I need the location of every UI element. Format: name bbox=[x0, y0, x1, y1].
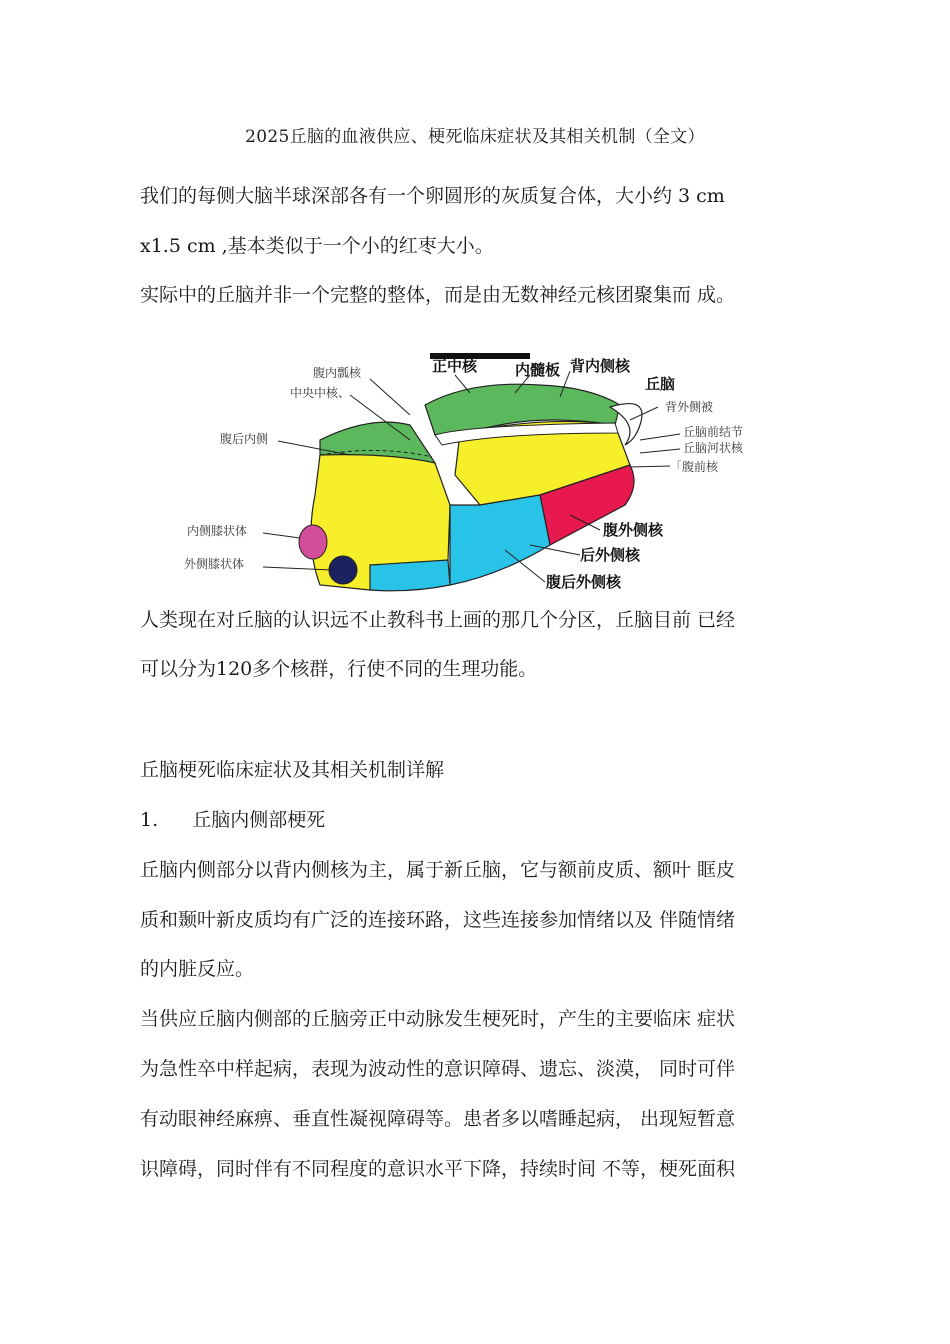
label-lateral-posterior: 后外侧核 bbox=[580, 546, 641, 564]
label-medial-geniculate: 内侧膝状体 bbox=[187, 524, 248, 538]
label-reticular: 丘脑河状核 bbox=[683, 441, 744, 455]
body-line: 的内脏反应。 bbox=[140, 958, 255, 980]
subsection-number: 1. bbox=[140, 809, 159, 831]
label-midline: 正中核 bbox=[432, 357, 478, 375]
subsection-heading bbox=[140, 808, 325, 832]
paragraph-line: 实际中的丘脑并非一个完整的整体，而是由无数神经元核团聚集而 成。 bbox=[140, 284, 736, 306]
lateral-geniculate-body bbox=[329, 556, 357, 584]
label-internal-lamina: 内髓板 bbox=[515, 361, 561, 379]
label-ventral-anterior: 腹内瓢核 bbox=[313, 366, 362, 380]
body-line: 质和颞叶新皮质均有广泛的连接环路，这些连接参加情绪以及 伴随情绪 bbox=[140, 909, 736, 931]
label-mediodorsal: 背内侧核 bbox=[570, 357, 631, 375]
region-cyan-right bbox=[450, 495, 550, 585]
thalamus-diagram bbox=[170, 345, 790, 605]
medial-geniculate-body bbox=[299, 525, 327, 559]
body-line: 丘脑内侧部分以背内侧核为主，属于新丘脑，它与额前皮质、额叶 眶皮 bbox=[140, 859, 736, 881]
paragraph-line: x1.5 cm ,基本类似于一个小的红枣大小。 bbox=[140, 235, 494, 257]
label-dorsal-lateral: 背外侧被 bbox=[665, 400, 714, 414]
body-line: 为急性卒中样起病，表现为波动性的意识障碍、遗忘、淡漠， 同时可伴 bbox=[140, 1058, 736, 1080]
label-anterior-tubercle: 丘脑前结节 bbox=[683, 425, 744, 439]
label-central-median: 中央中核、 bbox=[290, 386, 351, 400]
label-ventral-anterior-right: 「腹前核 bbox=[670, 460, 719, 474]
label-ventral-posterior-lateral: 腹后外侧核 bbox=[546, 573, 622, 591]
paragraph-line: 可以分为120多个核群，行使不同的生理功能。 bbox=[140, 658, 538, 680]
body-line: 有动眼神经麻痹、垂直性凝视障碍等。患者多以嗜睡起病， 出现短暂意 bbox=[140, 1108, 736, 1130]
document-title: 2025丘脑的血液供应、梗死临床症状及其相关机制（全文） bbox=[245, 127, 705, 147]
paragraph-line: 我们的每侧大脑半球深部各有一个卵圆形的灰质复合体，大小约 3 cm bbox=[140, 185, 725, 207]
body-line: 当供应丘脑内侧部的丘脑旁正中动脉发生梗死时，产生的主要临床 症状 bbox=[140, 1008, 736, 1030]
label-ventral-posterior-medial: 腹后内侧 bbox=[220, 432, 269, 446]
subsection-title: 丘脑内侧部梗死 bbox=[192, 809, 326, 831]
label-ventral-lateral: 腹外侧核 bbox=[603, 521, 664, 539]
section-heading: 丘脑梗死临床症状及其相关机制详解 bbox=[140, 759, 445, 781]
body-line: 识障碍，同时伴有不同程度的意识水平下降，持续时间 不等，梗死面积 bbox=[140, 1158, 736, 1180]
label-thalamus: 丘脑 bbox=[645, 375, 676, 393]
paragraph-line: 人类现在对丘脑的认识远不止教科书上画的那几个分区，丘脑目前 已经 bbox=[140, 609, 736, 631]
region-cyan-left bbox=[370, 560, 450, 591]
label-lateral-geniculate: 外侧膝状体 bbox=[184, 557, 245, 571]
